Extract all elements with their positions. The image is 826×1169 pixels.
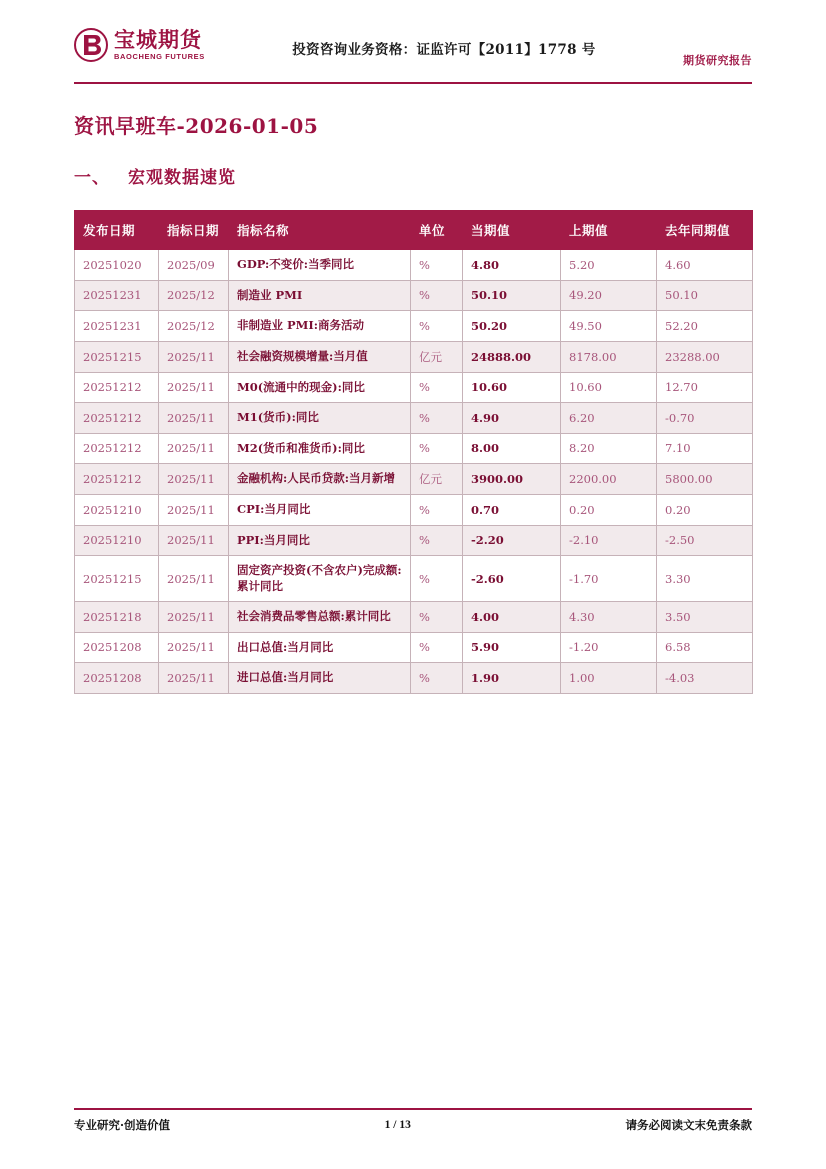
cell-unit: % — [411, 525, 463, 556]
cell-index-name: M1(货币):同比 — [229, 403, 411, 434]
cell-release-date: 20251208 — [75, 663, 159, 694]
cell-index-name: 出口总值:当月同比 — [229, 632, 411, 663]
cell-release-date: 20251215 — [75, 556, 159, 602]
cell-index-name: 社会融资规模增量:当月值 — [229, 341, 411, 372]
cell-unit: % — [411, 311, 463, 342]
cell-current-value: 5.90 — [463, 632, 561, 663]
cell-unit: % — [411, 403, 463, 434]
cell-release-date: 20251210 — [75, 495, 159, 526]
macro-data-table — [74, 210, 753, 694]
cell-unit: % — [411, 280, 463, 311]
column-header-current-value: 当期值 — [463, 211, 561, 250]
cell-release-date: 20251208 — [75, 632, 159, 663]
page-footer — [74, 1108, 752, 1133]
table-row — [75, 372, 753, 403]
cell-previous-value: 6.20 — [561, 403, 657, 434]
footer-disclaimer: 请务必阅读文末免责条款 — [625, 1118, 752, 1132]
cell-release-date: 20251212 — [75, 464, 159, 495]
cell-index-date: 2025/11 — [159, 525, 229, 556]
table-row — [75, 663, 753, 694]
cell-index-name: 金融机构:人民币贷款:当月新增 — [229, 464, 411, 495]
table-header-row — [75, 211, 753, 250]
table-row — [75, 602, 753, 633]
cell-index-date: 2025/11 — [159, 341, 229, 372]
cell-previous-value: 1.00 — [561, 663, 657, 694]
table-row — [75, 403, 753, 434]
cell-release-date: 20251215 — [75, 341, 159, 372]
cell-index-date: 2025/12 — [159, 280, 229, 311]
column-header-previous-value: 上期值 — [561, 211, 657, 250]
cell-last-year-value: 52.20 — [657, 311, 753, 342]
table-row — [75, 556, 753, 602]
table-row — [75, 464, 753, 495]
cell-previous-value: 5.20 — [561, 250, 657, 281]
cell-unit: % — [411, 433, 463, 464]
cell-current-value: 4.90 — [463, 403, 561, 434]
cell-current-value: -2.20 — [463, 525, 561, 556]
cell-current-value: 24888.00 — [463, 341, 561, 372]
cell-index-date: 2025/11 — [159, 403, 229, 434]
cell-unit: % — [411, 372, 463, 403]
column-header-release-date: 发布日期 — [75, 211, 159, 250]
cell-last-year-value: -0.70 — [657, 403, 753, 434]
cell-release-date: 20251231 — [75, 280, 159, 311]
cell-previous-value: -1.20 — [561, 632, 657, 663]
cell-previous-value: 2200.00 — [561, 464, 657, 495]
page-number: 1 / 13 — [384, 1119, 411, 1131]
table-row — [75, 280, 753, 311]
cell-index-name: PPI:当月同比 — [229, 525, 411, 556]
cell-index-name: 制造业 PMI — [229, 280, 411, 311]
cell-release-date: 20251212 — [75, 372, 159, 403]
table-row — [75, 433, 753, 464]
report-type-label: 期货研究报告 — [683, 54, 752, 67]
table-row — [75, 341, 753, 372]
cell-current-value: 4.00 — [463, 602, 561, 633]
cell-index-date: 2025/11 — [159, 632, 229, 663]
cell-previous-value: 4.30 — [561, 602, 657, 633]
cell-previous-value: 49.50 — [561, 311, 657, 342]
column-header-last-year-value: 去年同期值 — [657, 211, 753, 250]
cell-index-date: 2025/11 — [159, 372, 229, 403]
page-title: 资讯早班车-2026-01-05 — [74, 114, 319, 138]
cell-index-name: M2(货币和准货币):同比 — [229, 433, 411, 464]
cell-current-value: -2.60 — [463, 556, 561, 602]
cell-previous-value: -2.10 — [561, 525, 657, 556]
cell-last-year-value: -4.03 — [657, 663, 753, 694]
baocheng-b-logo-icon — [74, 28, 108, 62]
cell-current-value: 1.90 — [463, 663, 561, 694]
column-header-unit: 单位 — [411, 211, 463, 250]
cell-release-date: 20251210 — [75, 525, 159, 556]
table-row — [75, 250, 753, 281]
cell-unit: % — [411, 495, 463, 526]
cell-unit: % — [411, 632, 463, 663]
cell-index-date: 2025/11 — [159, 464, 229, 495]
cell-unit: % — [411, 663, 463, 694]
section-heading-text: 宏观数据速览 — [128, 168, 236, 188]
cell-unit: 亿元 — [411, 341, 463, 372]
cell-last-year-value: 0.20 — [657, 495, 753, 526]
cell-last-year-value: 3.30 — [657, 556, 753, 602]
cell-previous-value: 0.20 — [561, 495, 657, 526]
section-heading — [74, 163, 752, 188]
column-header-index-date: 指标日期 — [159, 211, 229, 250]
table-row — [75, 495, 753, 526]
cell-last-year-value: 6.58 — [657, 632, 753, 663]
cell-index-name: GDP:不变价:当季同比 — [229, 250, 411, 281]
cell-release-date: 20251212 — [75, 433, 159, 464]
cell-unit: % — [411, 556, 463, 602]
brand-block — [74, 28, 205, 62]
cell-index-name: 社会消费品零售总额:累计同比 — [229, 602, 411, 633]
cell-current-value: 4.80 — [463, 250, 561, 281]
cell-unit: % — [411, 250, 463, 281]
cell-index-date: 2025/11 — [159, 663, 229, 694]
cell-previous-value: -1.70 — [561, 556, 657, 602]
cell-index-name: 进口总值:当月同比 — [229, 663, 411, 694]
cell-release-date: 20251020 — [75, 250, 159, 281]
license-statement: 投资咨询业务资格：证监许可【2011】1778 号 — [292, 42, 596, 58]
cell-last-year-value: 50.10 — [657, 280, 753, 311]
column-header-index-name: 指标名称 — [229, 211, 411, 250]
page-header — [74, 26, 752, 84]
cell-last-year-value: 5800.00 — [657, 464, 753, 495]
cell-unit: % — [411, 602, 463, 633]
cell-previous-value: 8.20 — [561, 433, 657, 464]
cell-index-date: 2025/11 — [159, 602, 229, 633]
cell-last-year-value: 3.50 — [657, 602, 753, 633]
cell-current-value: 10.60 — [463, 372, 561, 403]
table-row — [75, 632, 753, 663]
cell-current-value: 0.70 — [463, 495, 561, 526]
table-row — [75, 525, 753, 556]
brand-name-en: BAOCHENG FUTURES — [114, 52, 205, 62]
cell-index-date: 2025/11 — [159, 433, 229, 464]
section-number: 一、 — [74, 168, 110, 188]
cell-release-date: 20251218 — [75, 602, 159, 633]
brand-name-cn: 宝城期货 — [114, 27, 202, 53]
table-row — [75, 311, 753, 342]
cell-index-name: 固定资产投资(不含农户)完成额:累计同比 — [229, 556, 411, 602]
cell-index-name: 非制造业 PMI:商务活动 — [229, 311, 411, 342]
cell-last-year-value: 7.10 — [657, 433, 753, 464]
cell-current-value: 50.20 — [463, 311, 561, 342]
cell-index-date: 2025/12 — [159, 311, 229, 342]
cell-release-date: 20251231 — [75, 311, 159, 342]
brand-text — [114, 29, 205, 61]
cell-unit: 亿元 — [411, 464, 463, 495]
cell-previous-value: 49.20 — [561, 280, 657, 311]
cell-index-date: 2025/11 — [159, 495, 229, 526]
footer-slogan: 专业研究·创造价值 — [74, 1118, 171, 1132]
cell-previous-value: 8178.00 — [561, 341, 657, 372]
cell-current-value: 50.10 — [463, 280, 561, 311]
cell-last-year-value: 4.60 — [657, 250, 753, 281]
cell-index-name: M0(流通中的现金):同比 — [229, 372, 411, 403]
cell-last-year-value: 12.70 — [657, 372, 753, 403]
cell-release-date: 20251212 — [75, 403, 159, 434]
cell-current-value: 3900.00 — [463, 464, 561, 495]
cell-index-date: 2025/11 — [159, 556, 229, 602]
cell-previous-value: 10.60 — [561, 372, 657, 403]
cell-last-year-value: -2.50 — [657, 525, 753, 556]
cell-index-date: 2025/09 — [159, 250, 229, 281]
cell-current-value: 8.00 — [463, 433, 561, 464]
cell-index-name: CPI:当月同比 — [229, 495, 411, 526]
cell-last-year-value: 23288.00 — [657, 341, 753, 372]
